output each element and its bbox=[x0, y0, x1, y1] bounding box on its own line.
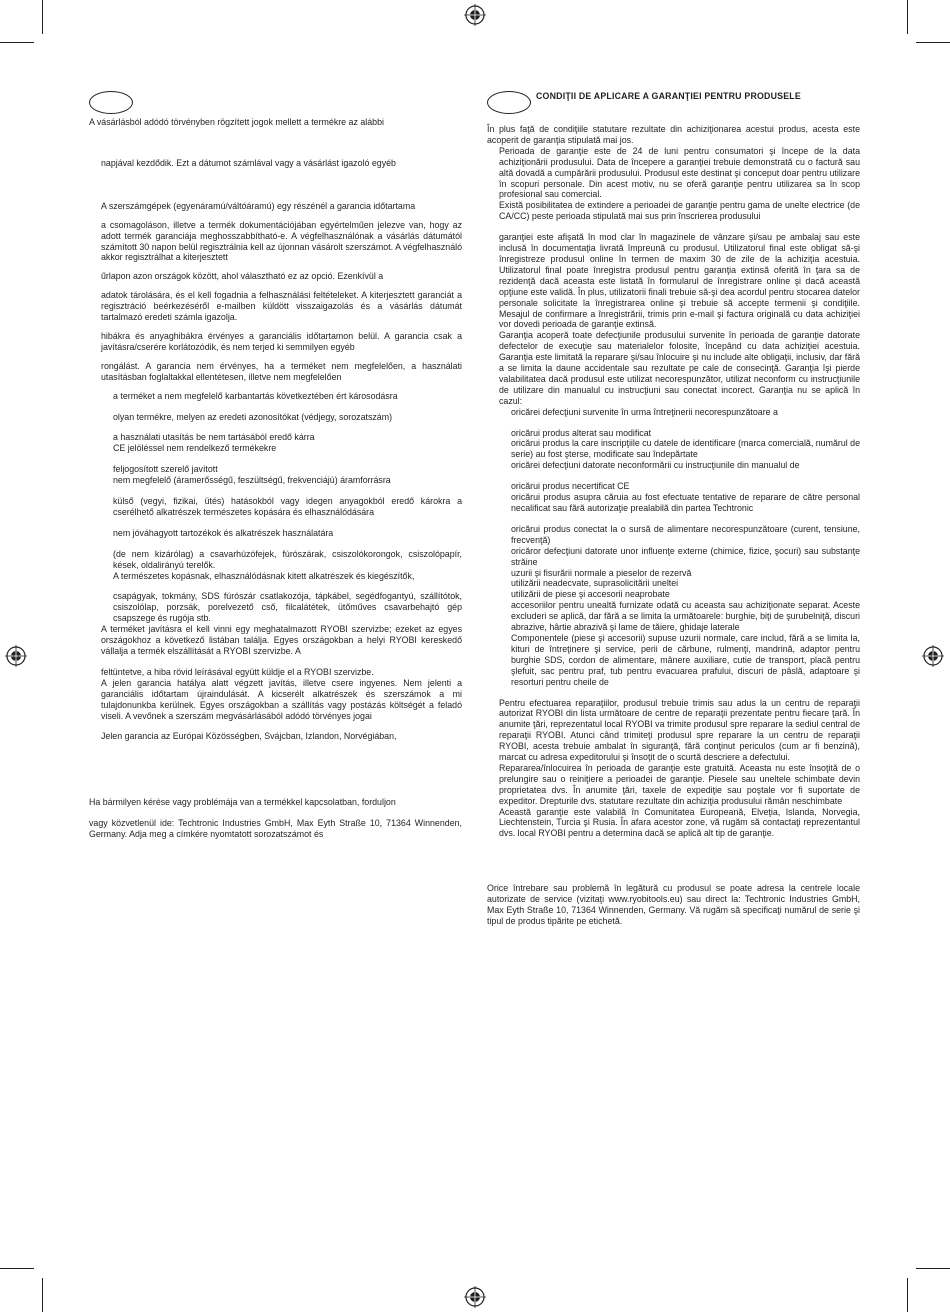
hu-paragraph: hibákra és anyaghibákra érvényes a garanciális időtartamon belül. A garancia csak a javításra/cserére korlátozódik, és nem terjed ki semmilyen egyéb bbox=[101, 330, 462, 352]
ro-paragraph: oricărei defecţiuni survenite în urma întreţinerii necorespunzătoare a bbox=[511, 406, 778, 417]
hu-paragraph: napjával kezdődik. Ezt a dátumot számlával vagy a vásárlást igazoló egyéb bbox=[101, 157, 396, 168]
hu-paragraph: (de nem kizárólag) a csavarhúzófejek, fúrószárak, csiszolókorongok, csiszolópapír, kések, oldalirányú terelők. bbox=[113, 548, 462, 570]
hu-paragraph: csapágyak, tokmány, SDS fúrószár csatlakozója, tápkábel, segédfogantyú, szállítótok, csiszolólap, porzsák, porelvezető cső, filcalátétek, ütőműves csavarbehajtó gép csapszege és rugója stb. bbox=[113, 591, 462, 624]
language-oval-ro bbox=[487, 91, 531, 114]
hu-paragraph: feljogosított szerelő javított bbox=[113, 464, 218, 475]
hu-paragraph: A terméket javításra el kell vinni egy meghatalmazott RYOBI szervizbe; ezeket az egyes országokhoz a következő listában találja. Egyes országokban a helyi RYOBI kereskedő vállalja a termék elszállítását a RYOBI szervizbe. A bbox=[101, 624, 462, 656]
hu-paragraph: Ha bármilyen kérése vagy problémája van a termékkel kapcsolatban, forduljon bbox=[89, 797, 396, 808]
hu-paragraph: nem jóváhagyott tartozékok és alkatrészek használatára bbox=[113, 527, 334, 538]
registration-mark-icon bbox=[5, 645, 27, 667]
hu-paragraph: Jelen garancia az Európai Közösségben, Svájcban, Izlandon, Norvégiában, bbox=[101, 731, 397, 742]
ro-paragraph: Această garanţie este valabilă în Comunitatea Europeană, Elveţia, Islanda, Norvegia, Liechtenstein, Turcia şi Rusia. În afara acestor zone, vă rugăm să contactaţi reprezentantul dvs. local RYOBI pentru a determina dacă se aplică alt tip de garanţie. bbox=[499, 806, 860, 839]
hu-paragraph: olyan termékre, melyen az eredeti azonosítókat (védjegy, sorozatszám) bbox=[113, 411, 393, 422]
ro-paragraph: oricărui produs asupra căruia au fost efectuate tentative de reparare de către personal necalificat sau fără autorizaţie prealabilă din partea Techtronic bbox=[511, 492, 860, 513]
crop-mark bbox=[907, 1278, 908, 1312]
ro-section-heading: CONDIŢII DE APLICARE A GARANŢIEI PENTRU PRODUSELE bbox=[536, 91, 801, 101]
hu-paragraph: feltüntetve, a hiba rövid leírásával együtt küldje el a RYOBI szervizbe. bbox=[101, 666, 374, 677]
registration-mark-icon bbox=[464, 1286, 486, 1308]
hu-paragraph: A természetes kopásnak, elhasználódásnak kitett alkatrészek és kiegészítők, bbox=[113, 570, 415, 581]
hu-paragraph: A vásárlásból adódó törvényben rögzített jogok mellett a termékre az alábbi bbox=[89, 117, 384, 127]
hu-warranty-column bbox=[89, 117, 462, 840]
ro-paragraph: oricăror defecţiuni datorate unor influenţe externe (chimice, fizice, şocuri) sau substanţe străine bbox=[511, 545, 860, 567]
hu-paragraph: vagy közvetlenül ide: Techtronic Industries GmbH, Max Eyth Straße 10, 71364 Winnenden, Germany. Adja meg a címkére nyomtatott sorozatszámot és bbox=[89, 818, 462, 840]
hu-paragraph: A jelen garancia hatálya alatt végzett javítás, illetve csere ingyenes. Nem jelenti a garanciális időtartam újraindulását. A kicserélt alkatrészek és szerszámok a mi tulajdonunkba kerülnek. Egyes országokban a szállítás vagy postázás költségét a feladó viseli. A vevőnek a szerszám megvásárlásából adódó törvényes jogai bbox=[101, 677, 462, 721]
crop-mark bbox=[42, 1278, 43, 1312]
crop-mark bbox=[0, 1268, 34, 1269]
crop-mark bbox=[916, 1268, 950, 1269]
hu-paragraph: a használati utasítás be nem tartásából eredő kárra bbox=[113, 432, 315, 443]
hu-paragraph: CE jelöléssel nem rendelkező termékekre bbox=[113, 443, 277, 454]
ro-paragraph: Repararea/înlocuirea în perioada de garanţie este gratuită. Aceasta nu este însoţită de o prelungire sau o reiniţiere a perioadei de garanţie. Piesele sau uneltele schimbate devin proprietatea dvs. În anumite ţări, taxele de expediţie sau poştale vor fi suportate de expeditor. Drepturile dvs. statutare rezultate din achiziţia produsului rămân neschimbate bbox=[499, 762, 860, 806]
ro-paragraph: oricărei defecţiuni datorate neconformării cu instrucţiunile din manualul de bbox=[511, 460, 800, 471]
ro-paragraph: oricărui produs la care inscripţiile cu datele de identificare (marca comercială, numărul de serie) au fost şterse, modificate sau îndepărtate bbox=[511, 438, 860, 460]
ro-paragraph: Componentele (piese şi accesorii) supuse uzurii normale, care includ, fără a se limita la, kituri de întreţinere şi service, perii de cărbune, rulmenţi, mandrină, adaptor pentru burghie SDS, cordon de alimentare, mânere auxiliare, cutie de transport, placă pentru şlefuit, sac pentru praf, tub pentru evacuarea prafului, discuri de pâslă, adaptoare şi resorturi pentru cheile de bbox=[511, 632, 860, 687]
ro-paragraph: Garanţia acoperă toate defecţiunile produsului survenite în perioada de garanţie datorate defectelor de execuţie sau materialelor folosite, începând cu data achiziţiei acestuia. Garanţia este limitată la reparare şi/sau înlocuire şi nu include alte obligaţii, inclusiv, dar fără a se limita la daune accidentale sau rezultate pe cale de consecinţă. Garanţia îşi pierde valabilitatea dacă produsul este utilizat necorespunzător, utilizat neconform cu instrucţiunile de utilizare din manualul cu instrucţiuni sau conectat incorect. Garanţia nu se aplică în cazul: bbox=[499, 330, 860, 406]
hu-paragraph: nem megfelelő (áramerősségű, feszültségű, frekvenciájú) áramforrásra bbox=[113, 475, 391, 486]
ro-paragraph: accesoriilor pentru unealtă furnizate odată cu aceasta sau achiziţionate separat. Aceste excluderi se aplică, dar fără a se limita la următoarele: burghie, biţi de şurubelniţă, discuri abrazive, hârtie abrazivă şi lame de tăiere, ghidaje laterale bbox=[511, 600, 860, 633]
hu-paragraph: a terméket a nem megfelelő karbantartás következtében ért károsodásra bbox=[113, 390, 398, 401]
ro-paragraph: utilizării neadecvate, suprasolicitării uneltei bbox=[511, 578, 679, 589]
hu-paragraph: a csomagoláson, illetve a termék dokumentációjában egyértelműen jelezve van, hogy az adott termék garanciája meghosszabbítható-e. A végfelhasználónak a vásárlás dátumától számított 30 napon belül regisztrálnia kell az újonnan vásárolt szerszámot. A végfelhasználó akkor regisztrálhat a kiterjesztett bbox=[101, 219, 462, 263]
ro-paragraph: oricărui produs alterat sau modificat bbox=[511, 427, 652, 438]
registration-mark-icon bbox=[922, 645, 944, 667]
ro-paragraph: uzurii şi fisurării normale a pieselor de rezervă bbox=[511, 567, 692, 578]
ro-paragraph: oricărui produs conectat la o sursă de alimentare necorespunzătoare (curent, tensiune, frecvenţă) bbox=[511, 523, 860, 545]
crop-mark bbox=[916, 42, 950, 43]
ro-paragraph: Perioada de garanţie este de 24 de luni pentru consumatori şi începe de la data achiziţionării produsului. Data de începere a garanţiei trebuie demonstrată cu o factură sau altă dovadă a cumpărării produsului. Produsul este destinat şi conceput doar pentru utilizare în scopuri personale. Din acest motiv, nu se oferă garanţie pentru utilizarea sa în scop profesional sau comercial. bbox=[499, 145, 860, 200]
ro-paragraph: În plus faţă de condiţiile statutare rezultate din achiziţionarea acestui produs, acesta este acoperit de garanţia stipulată mai jos. bbox=[487, 124, 860, 145]
ro-paragraph: Pentru efectuarea reparaţiilor, produsul trebuie trimis sau adus la un centru de reparaţii autorizat RYOBI din lista următoare de centre de reparaţii prezentate pentru fiecare ţară. În anumite ţări, reprezentatul local RYOBI va trimite produsul spre reparare la sediul central de reparaţii RYOBI. Atunci când trimiteţi produsul spre reparare la un centru de reparaţii RYOBI, acesta trebuie ambalat în siguranţă, fără conţinut periculos (cum ar fi benzină), marcat cu adresa expeditorului şi însoţit de o scurtă descriere a defectului. bbox=[499, 697, 860, 763]
language-oval-hu bbox=[89, 91, 133, 114]
hu-paragraph: rongálást. A garancia nem érvényes, ha a terméket nem megfelelően, a használati utasításban foglaltakkal ellentétesen, illetve nem megfelelően bbox=[101, 360, 462, 382]
ro-warranty-column bbox=[487, 124, 860, 927]
crop-mark bbox=[0, 42, 34, 43]
ro-paragraph: oricărui produs necertificat CE bbox=[511, 481, 630, 492]
ro-paragraph: garanţiei este afişată în mod clar în magazinele de vânzare şi/sau pe ambalaj sau este inclusă în documentaţia livrată împreună cu produsul. Utilizatorul final este obligat să-şi înregistreze produsul online în termen de maxim 30 de zile de la achiziţia acestuia. Utilizatorul final poate înregistra produsul pentru garanţia extinsă oferită în ţara sa de rezidenţă dacă aceasta este listată în formularul de înregistrare online şi dacă această opţiune este validă. În plus, utilizatorii finali trebuie să-şi dea acordul pentru stocarea datelor personale solicitate la înregistrarea online şi trebuie să accepte termenii şi condiţiile. Mesajul de confirmare a înregistrării, trimis prin e-mail şi factura originală cu data achiziţiei vor dovedi perioada de garanţie extinsă. bbox=[499, 232, 860, 330]
registration-mark-icon bbox=[464, 4, 486, 26]
crop-mark bbox=[42, 0, 43, 34]
hu-paragraph: űrlapon azon országok között, ahol választható ez az opció. Ezenkívül a bbox=[101, 271, 384, 282]
hu-paragraph: adatok tárolására, és el kell fogadnia a felhasználási feltételeket. A kiterjesztett garanciát a regisztráció beérkezéséről e-mailben küldött visszaigazolás és a vásárlás dátumát tartalmazó eredeti számla igazolja. bbox=[101, 290, 462, 323]
ro-paragraph: utilizării de piese şi accesorii neaprobate bbox=[511, 589, 670, 600]
ro-paragraph: Există posibilitatea de extindere a perioadei de garanţie pentru gama de unelte electrice (de CA/CC) peste perioada stipulată mai sus prin înscrierea produsului bbox=[499, 200, 860, 222]
crop-mark bbox=[907, 0, 908, 34]
hu-paragraph: külső (vegyi, fizikai, ütés) hatásokból vagy idegen anyagokból eredő károkra a cserélhető alkatrészek természetes kopására és elhasználódására bbox=[113, 496, 462, 517]
ro-paragraph: Orice întrebare sau problemă în legătură cu produsul se poate adresa la centrele locale autorizate de service (vizitaţi www.ryobitools.eu) sau direct la: Techtronic Industries GmbH, Max Eyth Straße 10, 71364 Winnenden, Germany. Vă rugăm să specificaţi numărul de serie şi tipul de produs tipărite pe etichetă. bbox=[487, 883, 860, 926]
hu-paragraph: A szerszámgépek (egyenáramú/váltóáramú) egy részénél a garancia időtartama bbox=[101, 200, 416, 211]
